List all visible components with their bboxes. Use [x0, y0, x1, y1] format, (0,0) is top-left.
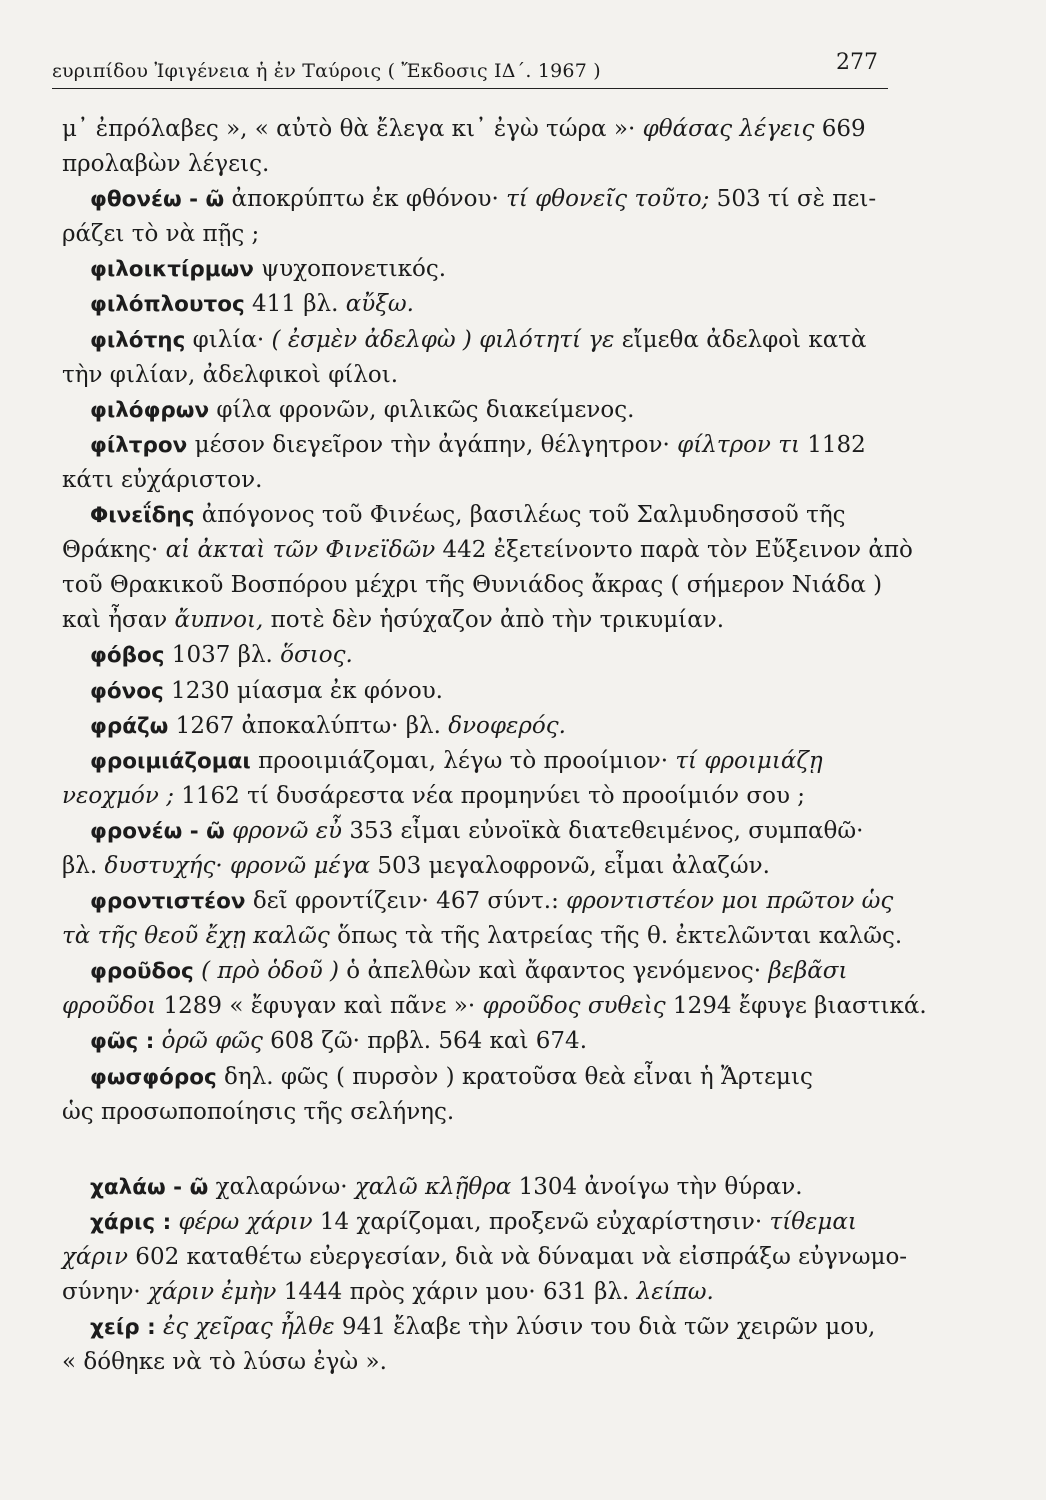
text-line [62, 603, 902, 638]
definition-text: 1037 βλ. [164, 642, 281, 669]
definition-text: 503 τί σὲ πει- [709, 186, 877, 213]
text-line [62, 287, 902, 322]
text-line [62, 323, 902, 358]
text-line [62, 744, 902, 779]
definition-text: 1289 « ἔφυγαν καὶ πᾶνε »· [156, 993, 483, 1020]
quoted-phrase: χάριν [62, 1243, 128, 1270]
definition-text: ψυχοπονετικός. [253, 256, 447, 283]
headword: φιλότης [90, 327, 186, 353]
definition-text: 411 βλ. [244, 291, 346, 318]
quoted-phrase: φροντιστέον μοι πρῶτον ὡς [566, 888, 894, 915]
quoted-phrase: χαλῶ κλῇθρα [354, 1173, 512, 1200]
text-line [62, 989, 927, 1024]
definition-text: προοιμιάζομαι, λέγω τὸ προοίμιον· [250, 747, 676, 774]
definition-text: 1304 ἀνοίγω τὴν θύραν. [511, 1173, 803, 1200]
definition-text: δεῖ φροντίζειν· 467 σύντ.: [245, 888, 567, 915]
quoted-phrase: ὅσιος. [280, 642, 353, 669]
quoted-phrase: φρονῶ μέγα [229, 852, 371, 879]
definition-text: 442 ἐξετείνοντο παρὰ τὸν Εὔξεινον ἀπὸ [435, 537, 913, 564]
headword: χείρ : [90, 1315, 156, 1341]
headword: φῶς : [90, 1029, 155, 1055]
text-line [62, 919, 902, 954]
quoted-phrase: ὁρῶ φῶς [161, 1028, 263, 1055]
headword: χάρις : [90, 1209, 172, 1235]
text-line [62, 884, 902, 919]
definition-text: 503 μεγαλοφρονῶ, εἶμαι ἀλαζών. [370, 852, 770, 879]
text-line [62, 568, 902, 603]
definition-text: ἀπόγονος τοῦ Φινέως, βασιλέως τοῦ Σαλμυδησσοῦ τῆς [194, 502, 846, 529]
definition-text: 669 [814, 116, 866, 142]
text-line [62, 954, 902, 989]
quoted-phrase: ( ἐσμὲν ἀδελφὼ ) [271, 326, 472, 353]
quoted-phrase: φίλτρον τι [677, 431, 800, 458]
quoted-phrase: ( πρὸ ὁδοῦ ) [201, 958, 339, 985]
text-line [62, 849, 902, 884]
quoted-phrase: φιλότητί γε [479, 326, 615, 353]
definition-text: ὅπως τὰ τῆς λατρείας τῆς θ. ἐκτελῶνται καλῶς. [329, 923, 903, 950]
text-line [62, 1205, 902, 1240]
headword: φιλόπλουτος [90, 292, 245, 318]
headword: φθονέω - ῶ [90, 187, 225, 213]
headword: φροιμιάζομαι [90, 748, 251, 774]
definition-text: ράζει τὸ νὰ πῇς ; [62, 221, 260, 248]
definition-text [223, 853, 230, 879]
definition-text: ἀποκρύπτω ἐκ φθόνου· [224, 186, 507, 213]
definition-text: χαλαρώνω· [208, 1173, 355, 1200]
text-line [62, 1060, 902, 1095]
definition-text: 941 ἔλαβε τὴν λύσιν του διὰ τῶν χειρῶν μου, [334, 1314, 876, 1341]
headword: φίλτρον [90, 432, 188, 458]
headword: φροῦδος [90, 959, 194, 985]
text-line [62, 358, 902, 393]
running-header [52, 44, 888, 89]
headword: φράζω [90, 713, 169, 739]
definition-text: δηλ. φῶς ( πυρσὸν ) κρατοῦσα θεὰ εἶναι ἡ Ἄρτεμις [216, 1063, 813, 1090]
text-line [62, 217, 902, 252]
definition-text: τὴν φιλίαν, ἀδελφικοὶ φίλοι. [62, 361, 399, 388]
quoted-phrase: αὔξω. [345, 291, 414, 318]
quoted-phrase: φέρω χάριν [178, 1208, 313, 1235]
text-line [62, 1095, 902, 1130]
quoted-phrase: φθάσας λέγεις [642, 116, 815, 142]
definition-text: φίλα φρονῶν, φιλικῶς διακείμενος. [209, 396, 635, 423]
quoted-phrase: δνοφερός. [448, 712, 566, 739]
quoted-phrase: ἄυπνοι, [174, 607, 264, 634]
definition-text: κάτι εὐχάριστον. [62, 466, 263, 493]
text-line [62, 1240, 908, 1275]
definition-text: μέσον διεγεῖρον τὴν ἀγάπην, θέλγητρον· [187, 431, 678, 458]
headword: φιλοικτίρμων [90, 257, 254, 283]
text-line [62, 1170, 902, 1205]
definition-text: « δόθηκε νὰ τὸ λύσω ἐγὼ ». [62, 1349, 387, 1376]
definition-text: 608 ζῶ· πρβλ. 564 καὶ 674. [262, 1028, 587, 1055]
text-line [62, 533, 913, 568]
quoted-phrase: φροῦδοι [62, 993, 157, 1020]
headword: φιλόφρων [90, 397, 210, 423]
definition-text: 1444 πρὸς χάριν μου· 631 βλ. [276, 1279, 637, 1305]
quoted-phrase: νεοχμόν ; [62, 782, 174, 809]
text-line [62, 814, 902, 849]
text-line [62, 393, 902, 428]
headword: Φινεΐδης [90, 503, 195, 529]
quoted-phrase: ἐς χεῖρας ἦλθε [163, 1314, 335, 1341]
definition-text: ποτὲ δὲν ἡσύχαζον ἀπὸ τὴν τρικυμίαν. [263, 607, 725, 634]
definition-text: μ᾽ ἐπρόλαβες », « αὐτὸ θὰ ἔλεγα κι᾽ ἐγὼ τώρα »· [62, 116, 643, 142]
headword: φρονέω - ῶ [90, 818, 225, 844]
definition-text: 353 εἶμαι εὐνοϊκὰ διατεθειμένος, συμπαθῶ· [342, 817, 864, 844]
definition-text: ὡς προσωποποίησις τῆς σελήνης. [62, 1098, 455, 1125]
text-line [62, 428, 902, 463]
definition-text: φιλία· [185, 326, 272, 353]
quoted-phrase: φρονῶ εὖ [232, 817, 343, 844]
text-line [62, 1024, 902, 1059]
headword: φόβος [90, 643, 165, 669]
text-line [62, 463, 902, 498]
headword: φροντιστέον [90, 889, 246, 915]
definition-text: 1182 [799, 431, 866, 458]
text-line [62, 147, 902, 182]
text-line [62, 182, 902, 217]
quoted-phrase: τί φθονεῖς τοῦτο; [506, 186, 710, 213]
definition-text: Θράκης· [62, 537, 166, 564]
definition-text: ὁ ἀπελθὼν καὶ ἄφαντος γενόμενος· [339, 958, 769, 985]
text-line [62, 1275, 902, 1310]
quoted-phrase: τί φροιμιάζῃ [675, 747, 823, 774]
section-gap [62, 1130, 902, 1170]
quoted-phrase: αἱ ἀκταὶ τῶν Φινεϊδῶν [165, 537, 436, 564]
definition-text: 602 καταθέτω εὐεργεσίαν, διὰ νὰ δύναμαι νὰ εἰσπράξω εὐγνωμο- [128, 1243, 908, 1270]
definition-text: προλαβὼν λέγεις. [62, 151, 270, 178]
definition-text: 1294 ἔφυγε βιαστικά. [665, 993, 927, 1020]
definition-text: βλ. [62, 852, 105, 879]
quoted-phrase: δυστυχής· [104, 852, 223, 879]
quoted-phrase: φροῦδος συθεὶς [482, 993, 666, 1020]
quoted-phrase: χάριν ἐμὴν [148, 1279, 277, 1305]
definition-text [194, 958, 201, 984]
definition-text: 1267 ἀποκαλύπτω· βλ. [168, 712, 449, 739]
definition-text [171, 1209, 178, 1235]
text-line [62, 252, 902, 287]
definition-text [156, 1314, 163, 1340]
definition-text: καὶ ἦσαν [62, 607, 175, 634]
definition-text: 1230 μίασμα ἐκ φόνου. [163, 677, 443, 704]
page-number: 277 [836, 50, 878, 75]
header-title: ευριπίδου Ἰφιγένεια ἡ ἐν Ταύροις ( Ἔκδοσις ΙΔ΄. 1967 ) [52, 60, 601, 82]
headword: φόνος [90, 678, 164, 704]
quoted-phrase: λείπω. [636, 1279, 714, 1305]
text-line [62, 709, 902, 744]
headword: χαλάω - ῶ [90, 1174, 209, 1200]
definition-text: σύνην· [62, 1279, 149, 1305]
text-line [62, 638, 902, 673]
definition-text: τοῦ Θρακικοῦ Βοσπόρου μέχρι τῆς Θυνιάδος ἄκρας ( σήμερον Νιάδα ) [62, 572, 883, 599]
glossary-text [62, 112, 927, 1380]
text-line [62, 112, 902, 147]
text-line [62, 498, 902, 533]
definition-text: 14 χαρίζομαι, προξενῶ εὐχαρίστησιν· [312, 1208, 770, 1235]
quoted-phrase: βεβᾶσι [768, 958, 848, 985]
definition-text [154, 1028, 161, 1054]
text-line [62, 674, 902, 709]
definition-text: 1162 τί δυσάρεστα νέα προμηνύει τὸ προοίμιόν σου ; [173, 782, 806, 809]
text-line [62, 779, 902, 814]
definition-text: εἴμεθα ἀδελφοὶ κατὰ [614, 326, 867, 353]
quoted-phrase: τὰ τῆς θεοῦ ἔχῃ καλῶς [62, 923, 330, 950]
quoted-phrase: τίθεμαι [769, 1208, 857, 1235]
text-line [62, 1345, 902, 1380]
text-line [62, 1310, 902, 1345]
headword: φωσφόρος [90, 1064, 217, 1090]
